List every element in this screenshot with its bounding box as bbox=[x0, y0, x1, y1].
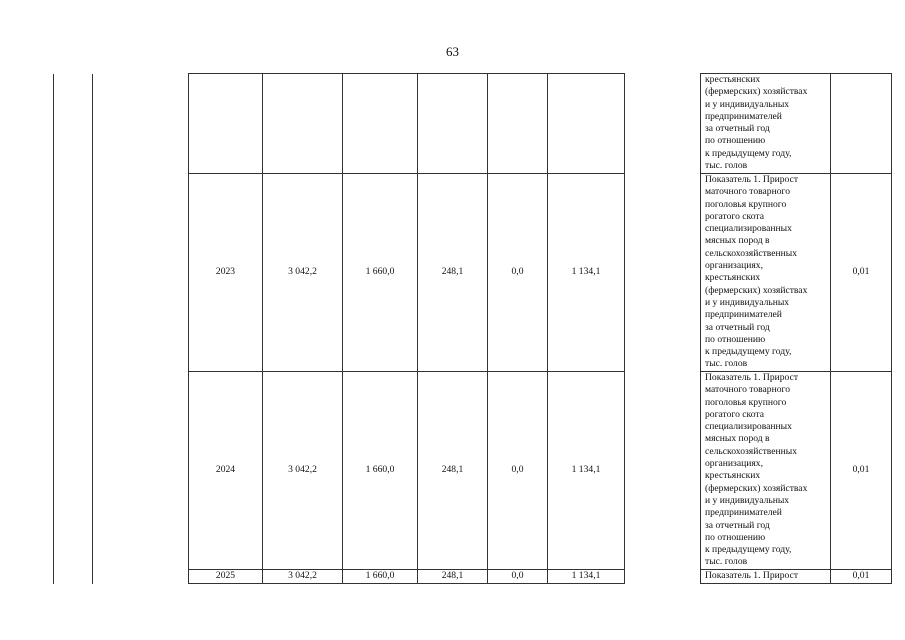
total-cell: 3 042,2 bbox=[263, 372, 343, 570]
indicator-cell: Показатель 1. Прирост bbox=[701, 570, 831, 584]
federal-cell: 1 660,0 bbox=[343, 372, 418, 570]
indicator-cell: крестьянских (фермерских) хозяйствах и у индивидуальных предпринимателей за отчетный год по отношению к предыдущему году, тыс. голов bbox=[701, 74, 831, 174]
year-cell: 2023 bbox=[189, 174, 263, 372]
extra-budget-cell bbox=[548, 74, 625, 174]
regional-cell: 248,1 bbox=[418, 174, 488, 372]
total-cell: 3 042,2 bbox=[263, 570, 343, 584]
name-cell bbox=[93, 74, 189, 584]
page-number: 63 bbox=[446, 44, 459, 59]
extra-budget-cell: 1 134,1 bbox=[548, 570, 625, 584]
federal-cell bbox=[343, 74, 418, 174]
year-cell: 2024 bbox=[189, 372, 263, 570]
indicator-value-cell: 0,01 bbox=[831, 570, 892, 584]
indicator-value-cell: 0,01 bbox=[831, 372, 892, 570]
local-cell: 0,0 bbox=[488, 570, 548, 584]
extra-budget-cell: 1 134,1 bbox=[548, 372, 625, 570]
funding-table bbox=[53, 73, 892, 584]
federal-cell: 1 660,0 bbox=[343, 174, 418, 372]
local-cell bbox=[488, 74, 548, 174]
indicator-value-cell bbox=[831, 74, 892, 174]
regional-cell: 248,1 bbox=[418, 570, 488, 584]
local-cell: 0,0 bbox=[488, 174, 548, 372]
year-cell bbox=[189, 74, 263, 174]
indicator-cell: Показатель 1. Прирост маточного товарного поголовья крупного рогатого скота специализированных мясных пород в сельскохозяйственных организациях, крестьянских (фермерских) хозяйствах и у индивидуальных предпринимателей за отчетный год по отношению к предыдущему году, тыс. голов bbox=[701, 372, 831, 570]
indicator-cell: Показатель 1. Прирост маточного товарного поголовья крупного рогатого скота специализированных мясных пород в сельскохозяйственных организациях, крестьянских (фермерских) хозяйствах и у индивидуальных предпринимателей за отчетный год по отношению к предыдущему году, тыс. голов bbox=[701, 174, 831, 372]
regional-cell: 248,1 bbox=[418, 372, 488, 570]
indicator-value-cell: 0,01 bbox=[831, 174, 892, 372]
regional-cell bbox=[418, 74, 488, 174]
table-row bbox=[54, 74, 892, 174]
federal-cell: 1 660,0 bbox=[343, 570, 418, 584]
year-cell: 2025 bbox=[189, 570, 263, 584]
total-cell bbox=[263, 74, 343, 174]
local-cell: 0,0 bbox=[488, 372, 548, 570]
extra-budget-cell: 1 134,1 bbox=[548, 174, 625, 372]
executor-cell bbox=[625, 74, 701, 584]
number-cell bbox=[54, 74, 93, 584]
total-cell: 3 042,2 bbox=[263, 174, 343, 372]
